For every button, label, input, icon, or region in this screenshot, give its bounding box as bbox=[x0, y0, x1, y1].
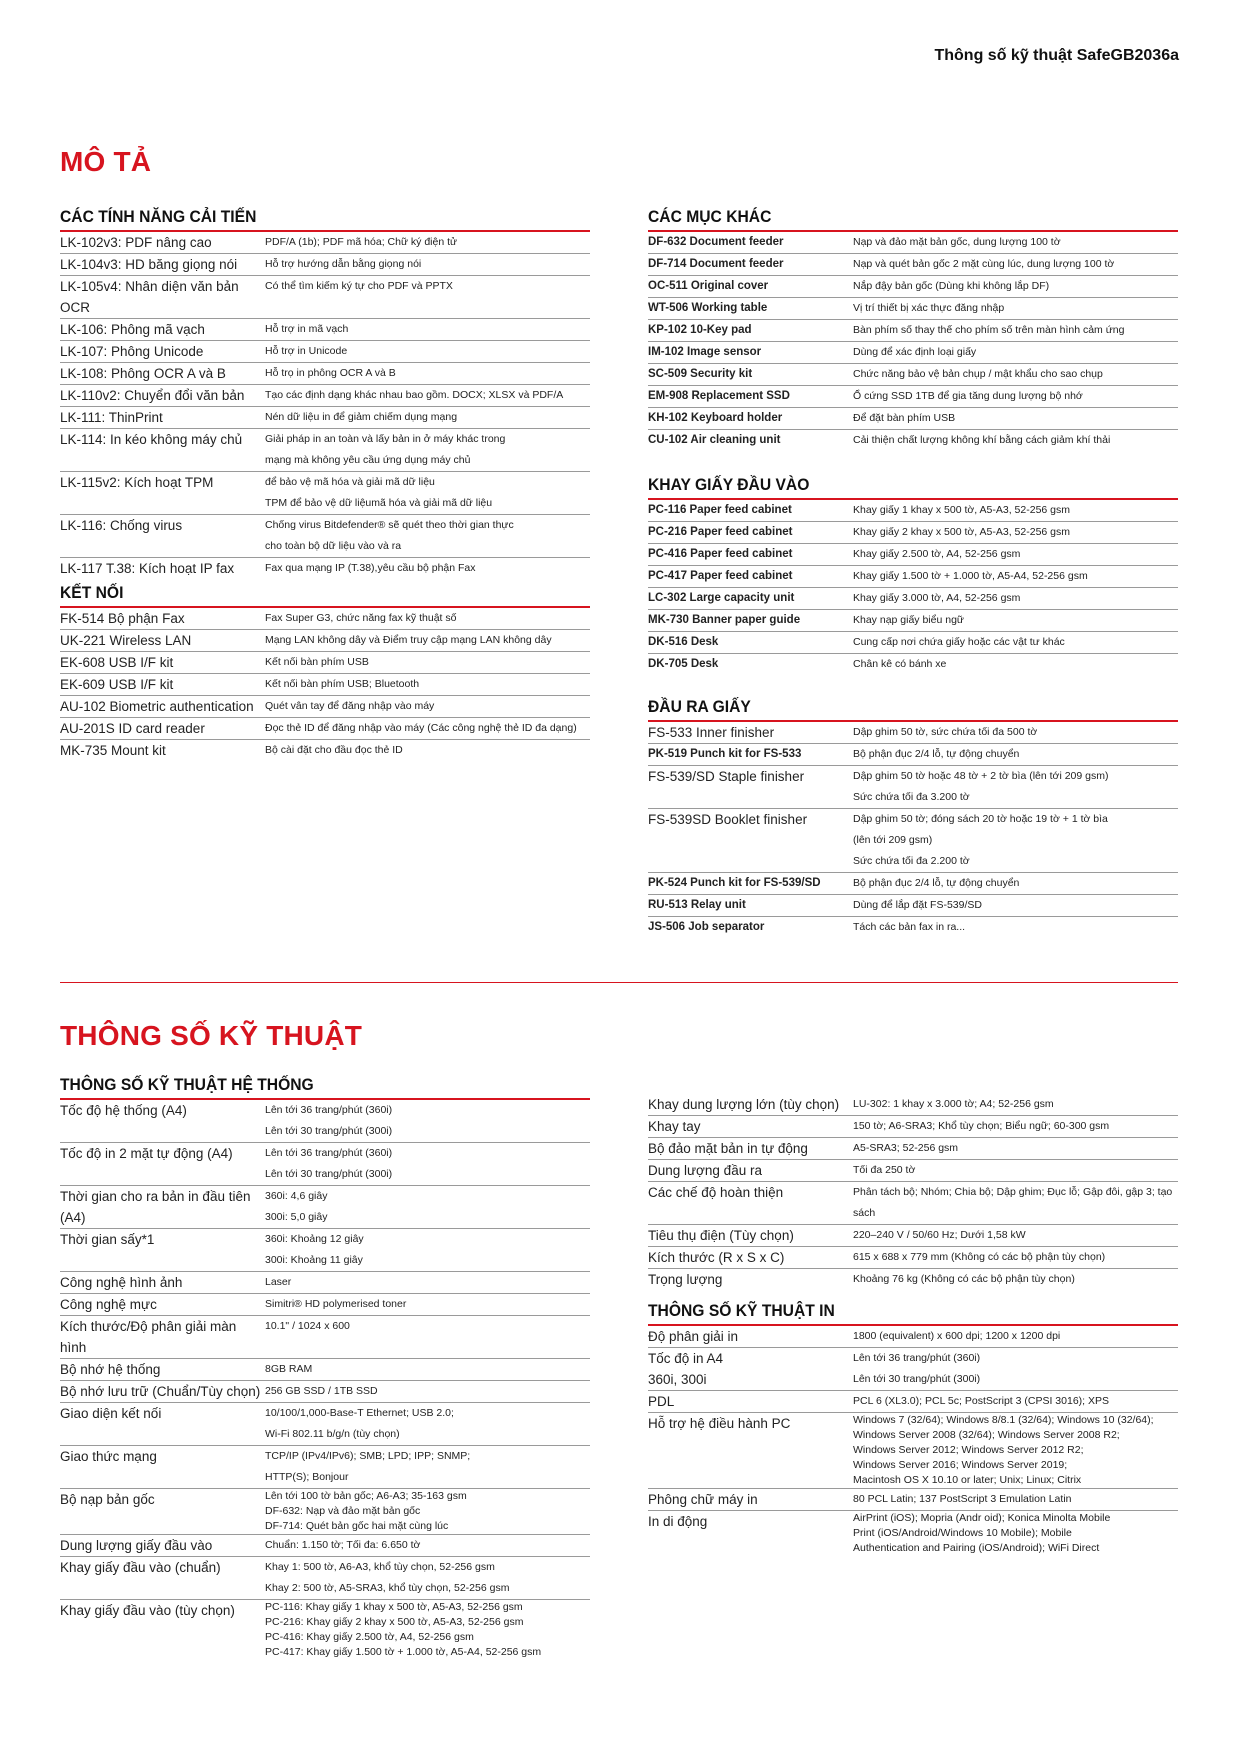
paper-input-table bbox=[648, 500, 1178, 675]
table-row bbox=[648, 1138, 1178, 1160]
row-label: AU-102 Biometric authentication bbox=[60, 699, 254, 714]
row-label: MK-735 Mount kit bbox=[60, 743, 166, 758]
table-row bbox=[648, 1348, 1178, 1391]
row-label: PK-524 Punch kit for FS-539/SD bbox=[648, 877, 821, 889]
row-value: AirPrint (iOS); Mopria (Andr oid); Konica Minolta Mobile Print (iOS/Android/Windows 10 Mobile); Mobile Authentication and Pairing (iOS/Android); WiFi Direct bbox=[853, 1512, 1111, 1554]
table-row bbox=[60, 429, 590, 472]
row-label: LK-107: Phông Unicode bbox=[60, 344, 204, 359]
row-label: Khay tay bbox=[648, 1119, 701, 1134]
row-value: 1800 (equivalent) x 600 dpi; 1200 x 1200 dpi bbox=[853, 1330, 1061, 1342]
table-row bbox=[60, 1600, 590, 1660]
table-row bbox=[60, 1381, 590, 1403]
row-label: PC-416 Paper feed cabinet bbox=[648, 548, 793, 560]
row-label: CU-102 Air cleaning unit bbox=[648, 434, 781, 446]
table-row bbox=[60, 608, 590, 630]
other-items-section bbox=[648, 206, 1178, 451]
table-row bbox=[648, 408, 1178, 430]
paper-output-section bbox=[648, 696, 1178, 938]
row-value: Chuẩn: 1.150 tờ; Tối đa: 6.650 tờ bbox=[265, 1539, 421, 1551]
row-label: Các chế độ hoàn thiện bbox=[648, 1185, 784, 1200]
row-label: LK-104v3: HD băng giọng nói bbox=[60, 257, 238, 272]
row-value: Chân kê có bánh xe bbox=[853, 658, 947, 670]
row-label: LK-102v3: PDF nâng cao bbox=[60, 235, 212, 250]
row-value: LU-302: 1 khay x 3.000 tờ; A4; 52-256 gsm bbox=[853, 1098, 1054, 1110]
specs-title: THÔNG SỐ KỸ THUẬT bbox=[60, 1020, 363, 1051]
row-value: Fax Super G3, chức năng fax kỹ thuật số bbox=[265, 612, 457, 624]
row-value: Tách các bản fax in ra... bbox=[853, 921, 966, 933]
row-value: 8GB RAM bbox=[265, 1363, 313, 1375]
row-value: 10.1" / 1024 x 600 bbox=[265, 1320, 350, 1332]
row-value: Khoảng 76 kg (Không có các bộ phận tùy chọn) bbox=[853, 1273, 1075, 1285]
row-label: Thời gian cho ra bản in đầu tiên (A4) bbox=[60, 1189, 251, 1225]
document-header-title: Thông số kỹ thuật SafeGB2036a bbox=[934, 47, 1179, 64]
row-value: Giải pháp in an toàn và lấy bản in ở máy khác trong mạng mà không yêu cầu ứng dụng máy chủ bbox=[265, 433, 506, 466]
table-row bbox=[60, 1446, 590, 1489]
row-label: Giao diện kết nối bbox=[60, 1406, 162, 1421]
table-row bbox=[648, 588, 1178, 610]
row-label: MK-730 Banner paper guide bbox=[648, 614, 801, 626]
other-items-table bbox=[648, 232, 1178, 451]
table-row bbox=[60, 1272, 590, 1294]
row-label: LC-302 Large capacity unit bbox=[648, 592, 795, 604]
row-label: AU-201S ID card reader bbox=[60, 721, 205, 736]
row-label: Dung lượng đầu ra bbox=[648, 1163, 762, 1178]
print-specs-table bbox=[648, 1326, 1178, 1556]
row-label: LK-117 T.38: Kích hoạt IP fax bbox=[60, 561, 235, 576]
table-row bbox=[60, 718, 590, 740]
connectivity-table bbox=[60, 608, 590, 761]
table-row bbox=[60, 407, 590, 429]
row-label: Giao thức mạng bbox=[60, 1449, 157, 1464]
row-label: Khay giấy đầu vào (chuẩn) bbox=[60, 1560, 221, 1575]
row-label: Độ phân giải in bbox=[648, 1329, 739, 1344]
table-row bbox=[60, 696, 590, 718]
row-label: Bộ nhớ lưu trữ (Chuẩn/Tùy chọn) bbox=[60, 1384, 261, 1399]
row-value: Fax qua mạng IP (T.38),yêu cầu bộ phận Fax bbox=[265, 562, 476, 574]
row-label: FS-539SD Booklet finisher bbox=[648, 812, 808, 827]
row-value: Lên tới 36 trang/phút (360i) Lên tới 30 trang/phút (300i) bbox=[853, 1352, 981, 1385]
row-value: Đọc thẻ ID để đăng nhập vào máy (Các công nghệ thẻ ID đa dạng) bbox=[265, 722, 577, 734]
advanced-features-section bbox=[60, 206, 590, 579]
system-specs-section bbox=[60, 1074, 590, 1660]
row-label: Trọng lượng bbox=[648, 1272, 723, 1287]
row-value: Dập ghim 50 tờ; đóng sách 20 tờ hoặc 19 tờ + 1 tờ bìa (lên tới 209 gsm) Sức chứa tối đa 2.200 tờ bbox=[853, 813, 1108, 867]
row-label: Công nghệ mực bbox=[60, 1297, 157, 1312]
row-label: LK-108: Phông OCR A và B bbox=[60, 366, 226, 381]
row-label: EK-609 USB I/F kit bbox=[60, 677, 174, 692]
table-row bbox=[648, 342, 1178, 364]
system-specs-continued-table bbox=[648, 1094, 1178, 1290]
row-label: RU-513 Relay unit bbox=[648, 899, 746, 911]
row-value: Laser bbox=[265, 1276, 292, 1288]
row-value: PCL 6 (XL3.0); PCL 5c; PostScript 3 (CPSI 3016); XPS bbox=[853, 1395, 1109, 1407]
row-label: Khay giấy đầu vào (tùy chọn) bbox=[60, 1603, 235, 1618]
table-row bbox=[648, 1269, 1178, 1290]
row-label: Công nghệ hình ảnh bbox=[60, 1275, 183, 1290]
row-label: LK-110v2: Chuyển đổi văn bản bbox=[60, 388, 245, 403]
table-row bbox=[60, 1403, 590, 1446]
row-value: Lên tới 100 tờ bản gốc; A6-A3; 35-163 gsm DF-632: Nạp và đảo mặt bản gốc DF-714: Quét bản gốc hai mặt cùng lúc bbox=[265, 1490, 467, 1532]
row-label: PK-519 Punch kit for FS-533 bbox=[648, 748, 802, 760]
row-value: 10/100/1,000-Base-T Ethernet; USB 2.0; Wi-Fi 802.11 b/g/n (tùy chọn) bbox=[265, 1407, 454, 1440]
row-value: Vị trí thiết bị xác thực đăng nhập bbox=[853, 302, 1005, 314]
table-row bbox=[648, 1160, 1178, 1182]
row-value: Tối đa 250 tờ bbox=[853, 1164, 916, 1176]
row-label: KP-102 10-Key pad bbox=[648, 324, 752, 336]
row-label: LK-111: ThinPrint bbox=[60, 410, 163, 425]
row-label: EK-608 USB I/F kit bbox=[60, 655, 174, 670]
row-label: DF-714 Document feeder bbox=[648, 258, 784, 270]
connectivity-section bbox=[60, 582, 590, 761]
row-label: LK-116: Chống virus bbox=[60, 518, 183, 533]
table-row bbox=[60, 740, 590, 761]
row-label: KH-102 Keyboard holder bbox=[648, 412, 783, 424]
row-label: Bộ nhớ hệ thống bbox=[60, 1362, 161, 1377]
row-value: PDF/A (1b); PDF mã hóa; Chữ ký điện tử bbox=[265, 236, 458, 248]
table-row bbox=[648, 1182, 1178, 1225]
row-label: EM-908 Replacement SSD bbox=[648, 390, 790, 402]
table-row bbox=[648, 566, 1178, 588]
row-value: 220–240 V / 50/60 Hz; Dưới 1,58 kW bbox=[853, 1229, 1026, 1241]
row-value: Khay nạp giấy biểu ngữ bbox=[853, 614, 964, 626]
table-row bbox=[648, 917, 1178, 938]
table-row bbox=[648, 1489, 1178, 1511]
row-value: 256 GB SSD / 1TB SSD bbox=[265, 1385, 378, 1397]
row-value: Khay giấy 3.000 tờ, A4, 52-256 gsm bbox=[853, 592, 1021, 604]
row-value: TCP/IP (IPv4/IPv6); SMB; LPD; IPP; SNMP; HTTP(S); Bonjour bbox=[265, 1450, 471, 1483]
row-label: Kích thước/Độ phân giải màn hình bbox=[60, 1319, 237, 1355]
row-label: PC-216 Paper feed cabinet bbox=[648, 526, 793, 538]
table-row bbox=[648, 544, 1178, 566]
row-value: Kết nối bàn phím USB; Bluetooth bbox=[265, 678, 420, 690]
row-label: Tốc độ in 2 mặt tự động (A4) bbox=[60, 1146, 233, 1161]
table-row bbox=[648, 298, 1178, 320]
row-label: DK-516 Desk bbox=[648, 636, 719, 648]
row-label: SC-509 Security kit bbox=[648, 368, 753, 380]
table-row bbox=[648, 500, 1178, 522]
row-label: FS-539/SD Staple finisher bbox=[648, 769, 805, 784]
row-value: Ổ cứng SSD 1TB để gia tăng dung lượng bộ nhớ bbox=[853, 390, 1083, 402]
row-value: 80 PCL Latin; 137 PostScript 3 Emulation Latin bbox=[853, 1493, 1072, 1505]
advanced-features-table bbox=[60, 232, 590, 579]
table-row bbox=[648, 766, 1178, 809]
row-value: Bộ cài đặt cho đầu đọc thẻ ID bbox=[265, 744, 403, 756]
table-row bbox=[60, 232, 590, 254]
system-specs-continued bbox=[648, 1094, 1178, 1290]
row-value: Lên tới 36 trang/phút (360i) Lên tới 30 trang/phút (300i) bbox=[265, 1104, 393, 1137]
row-value: Kết nối bàn phím USB bbox=[265, 656, 369, 668]
table-row bbox=[648, 522, 1178, 544]
section-title: THÔNG SỐ KỸ THUẬT IN bbox=[648, 1301, 835, 1320]
row-value: Bàn phím số thay thế cho phím số trên màn hình cảm ứng bbox=[853, 324, 1125, 336]
row-value: Dập ghim 50 tờ hoặc 48 tờ + 2 tờ bìa (lên tới 209 gsm) Sức chứa tối đa 3.200 tờ bbox=[853, 770, 1109, 803]
row-value: Chống virus Bitdefender® sẽ quét theo thời gian thực cho toàn bộ dữ liệu vào và ra bbox=[265, 519, 514, 552]
row-value: Nạp và quét bản gốc 2 mặt cùng lúc, dung lượng 100 tờ bbox=[853, 258, 1115, 270]
table-row bbox=[60, 385, 590, 407]
row-value: Hỗ trợ in Unicode bbox=[265, 345, 348, 357]
row-label: LK-106: Phông mã vạch bbox=[60, 322, 205, 337]
table-row bbox=[648, 320, 1178, 342]
row-value: Hỗ trợ in mã vạch bbox=[265, 323, 349, 335]
row-label: WT-506 Working table bbox=[648, 302, 768, 314]
table-row bbox=[60, 1557, 590, 1600]
table-row bbox=[648, 809, 1178, 873]
section-title: KẾT NỐI bbox=[60, 583, 124, 602]
row-label: Kích thước (R x S x C) bbox=[648, 1250, 785, 1265]
row-value: Để đặt bàn phím USB bbox=[853, 412, 956, 424]
table-row bbox=[648, 744, 1178, 766]
row-value: Cung cấp nơi chứa giấy hoặc các vật tư khác bbox=[853, 636, 1065, 648]
table-row bbox=[648, 632, 1178, 654]
table-row bbox=[648, 1225, 1178, 1247]
table-row bbox=[648, 1413, 1178, 1489]
table-row bbox=[648, 1247, 1178, 1269]
table-row bbox=[648, 232, 1178, 254]
row-value: để bảo vệ mã hóa và giải mã dữ liệu TPM để bảo vệ dữ liệumã hóa và giải mã dữ liệu bbox=[265, 476, 493, 509]
table-row bbox=[648, 430, 1178, 451]
row-label: FK-514 Bộ phận Fax bbox=[60, 611, 185, 626]
row-value: Khay giấy 2 khay x 500 tờ, A5-A3, 52-256 gsm bbox=[853, 526, 1071, 538]
row-value: Nén dữ liệu in để giảm chiếm dụng mạng bbox=[265, 411, 458, 423]
row-value: Tạo các định dạng khác nhau bao gồm. DOCX; XLSX và PDF/A bbox=[265, 389, 564, 401]
section-title: THÔNG SỐ KỸ THUẬT HỆ THỐNG bbox=[60, 1075, 314, 1094]
row-value: Dập ghim 50 tờ, sức chứa tối đa 500 tờ bbox=[853, 726, 1038, 738]
table-row bbox=[648, 654, 1178, 675]
row-value: Phân tách bộ; Nhóm; Chia bộ; Dập ghim; Đục lỗ; Gập đôi, gập 3; tạo sách bbox=[853, 1186, 1173, 1219]
table-row bbox=[60, 1316, 590, 1359]
row-value: Chức năng bảo vệ bản chụp / mật khẩu cho sao chụp bbox=[853, 368, 1103, 380]
table-row bbox=[60, 1186, 590, 1229]
table-row bbox=[648, 276, 1178, 298]
row-value: 360i: 4,6 giây 300i: 5,0 giây bbox=[265, 1190, 328, 1223]
row-value: Cải thiện chất lượng không khí bằng cách giảm khí thải bbox=[853, 434, 1111, 446]
table-row bbox=[60, 652, 590, 674]
table-row bbox=[60, 515, 590, 558]
row-label: Tốc độ hệ thống (A4) bbox=[60, 1103, 187, 1118]
row-label: LK-115v2: Kích hoạt TPM bbox=[60, 475, 214, 490]
description-title: MÔ TẢ bbox=[60, 146, 152, 177]
table-row bbox=[648, 254, 1178, 276]
row-value: Dùng để lắp đặt FS-539/SD bbox=[853, 899, 982, 911]
row-label: LK-114: In kéo không máy chủ bbox=[60, 432, 243, 447]
table-row bbox=[648, 610, 1178, 632]
table-row bbox=[648, 386, 1178, 408]
row-value: PC-116: Khay giấy 1 khay x 500 tờ, A5-A3, 52-256 gsm PC-216: Khay giấy 2 khay x 500 tờ, A5-A3, 52-256 gsm PC-416: Khay giấy 2.500 tờ, A4, 52-256 gsm PC-417: Khay giấy 1.500 tờ + 1.000 tờ, A5-A4, 52-256 gsm bbox=[265, 1601, 542, 1658]
row-value: Nắp đậy bản gốc (Dùng khi không lắp DF) bbox=[853, 280, 1050, 292]
row-value: A5-SRA3; 52-256 gsm bbox=[853, 1142, 959, 1154]
table-row bbox=[60, 1489, 590, 1535]
table-row bbox=[648, 1094, 1178, 1116]
table-row bbox=[60, 319, 590, 341]
row-value: Hỗ trọ in phông OCR A và B bbox=[265, 367, 396, 379]
table-row bbox=[60, 363, 590, 385]
row-label: PC-417 Paper feed cabinet bbox=[648, 570, 793, 582]
row-value: Lên tới 36 trang/phút (360i) Lên tới 30 trang/phút (300i) bbox=[265, 1147, 393, 1180]
section-title: ĐẦU RA GIẤY bbox=[648, 697, 751, 716]
table-row bbox=[60, 1535, 590, 1557]
row-value: Bộ phận đục 2/4 lỗ, tự động chuyển bbox=[853, 877, 1020, 889]
row-value: Khay 1: 500 tờ, A6-A3, khổ tùy chọn, 52-256 gsm Khay 2: 500 tờ, A5-SRA3, khổ tùy chọn, 52-256 gsm bbox=[265, 1561, 510, 1594]
row-label: DK-705 Desk bbox=[648, 658, 719, 670]
row-value: Dùng để xác định loại giấy bbox=[853, 346, 977, 358]
row-label: Thời gian sấy*1 bbox=[60, 1232, 155, 1247]
system-specs-table bbox=[60, 1100, 590, 1660]
row-value: 150 tờ; A6-SRA3; Khổ tùy chọn; Biểu ngữ; 60-300 gsm bbox=[853, 1120, 1110, 1132]
table-row bbox=[60, 1143, 590, 1186]
row-value: 615 x 688 x 779 mm (Không có các bộ phận tùy chọn) bbox=[853, 1251, 1106, 1263]
table-row bbox=[60, 1100, 590, 1143]
table-row bbox=[60, 1229, 590, 1272]
table-row bbox=[648, 364, 1178, 386]
row-value: Có thể tìm kiếm ký tự cho PDF và PPTX bbox=[265, 280, 453, 292]
row-label: DF-632 Document feeder bbox=[648, 236, 784, 248]
row-value: Quét vân tay để đăng nhập vào máy bbox=[265, 700, 435, 712]
row-label: Bộ nạp bản gốc bbox=[60, 1492, 155, 1507]
row-value: Khay giấy 1 khay x 500 tờ, A5-A3, 52-256 gsm bbox=[853, 504, 1071, 516]
paper-output-table bbox=[648, 722, 1178, 938]
paper-input-section bbox=[648, 474, 1178, 675]
table-row bbox=[60, 276, 590, 319]
row-value: Mạng LAN không dây và Điểm truy cập mạng LAN không dây bbox=[265, 634, 552, 646]
row-value: Nạp và đảo mặt bản gốc, dung lượng 100 tờ bbox=[853, 236, 1061, 248]
section-title: CÁC MỤC KHÁC bbox=[648, 207, 772, 226]
row-label: Bộ đảo mặt bản in tự động bbox=[648, 1141, 808, 1156]
row-value: Khay giấy 2.500 tờ, A4, 52-256 gsm bbox=[853, 548, 1021, 560]
row-label: In di động bbox=[648, 1514, 708, 1529]
table-row bbox=[60, 1294, 590, 1316]
table-row bbox=[648, 873, 1178, 895]
row-label: PDL bbox=[648, 1394, 675, 1409]
row-label: JS-506 Job separator bbox=[648, 921, 765, 933]
table-row bbox=[60, 630, 590, 652]
table-row bbox=[648, 1326, 1178, 1348]
row-label: LK-105v4: Nhân diện văn bản OCR bbox=[60, 279, 239, 315]
row-label: Tiêu thụ điện (Tùy chọn) bbox=[648, 1228, 794, 1243]
row-value: Simitri® HD polymerised toner bbox=[265, 1298, 407, 1310]
section-title: KHAY GIẤY ĐẦU VÀO bbox=[648, 475, 810, 494]
table-row bbox=[60, 674, 590, 696]
row-value: Windows 7 (32/64); Windows 8/8.1 (32/64); Windows 10 (32/64); Windows Server 2008 (32/64); Windows Server 2008 R2; Windows Server 2012; Windows Server 2012 R2; Windows Server 2016; Windows Server 2019; Macintosh OS X 10.10 or later; Unix; Linux; Citrix bbox=[853, 1414, 1154, 1486]
table-row bbox=[60, 558, 590, 579]
table-row bbox=[60, 254, 590, 276]
table-row bbox=[648, 722, 1178, 744]
row-label: IM-102 Image sensor bbox=[648, 346, 762, 358]
row-label: PC-116 Paper feed cabinet bbox=[648, 504, 792, 516]
row-label: Hỗ trợ hệ điều hành PC bbox=[648, 1416, 791, 1431]
table-row bbox=[648, 895, 1178, 917]
row-label: Khay dung lượng lớn (tùy chọn) bbox=[648, 1097, 840, 1112]
section-title: CÁC TÍNH NĂNG CẢI TIẾN bbox=[60, 207, 257, 226]
row-label: Tốc độ in A4 360i, 300i bbox=[648, 1351, 724, 1387]
table-row bbox=[648, 1116, 1178, 1138]
row-value: Hỗ trợ hướng dẫn bằng giọng nói bbox=[265, 258, 422, 270]
table-row bbox=[60, 341, 590, 363]
row-value: 360i: Khoảng 12 giây 300i: Khoảng 11 giây bbox=[265, 1233, 364, 1266]
table-row bbox=[60, 1359, 590, 1381]
row-label: OC-511 Original cover bbox=[648, 280, 769, 292]
section-divider bbox=[60, 982, 1178, 983]
row-label: Dung lượng giấy đầu vào bbox=[60, 1538, 213, 1553]
row-label: Phông chữ máy in bbox=[648, 1492, 758, 1507]
row-value: Bộ phận đục 2/4 lỗ, tự động chuyển bbox=[853, 748, 1020, 760]
table-row bbox=[648, 1511, 1178, 1556]
row-label: UK-221 Wireless LAN bbox=[60, 633, 192, 648]
row-label: FS-533 Inner finisher bbox=[648, 725, 775, 740]
table-row bbox=[648, 1391, 1178, 1413]
row-value: Khay giấy 1.500 tờ + 1.000 tờ, A5-A4, 52-256 gsm bbox=[853, 570, 1088, 582]
table-row bbox=[60, 472, 590, 515]
print-specs-section bbox=[648, 1300, 1178, 1556]
